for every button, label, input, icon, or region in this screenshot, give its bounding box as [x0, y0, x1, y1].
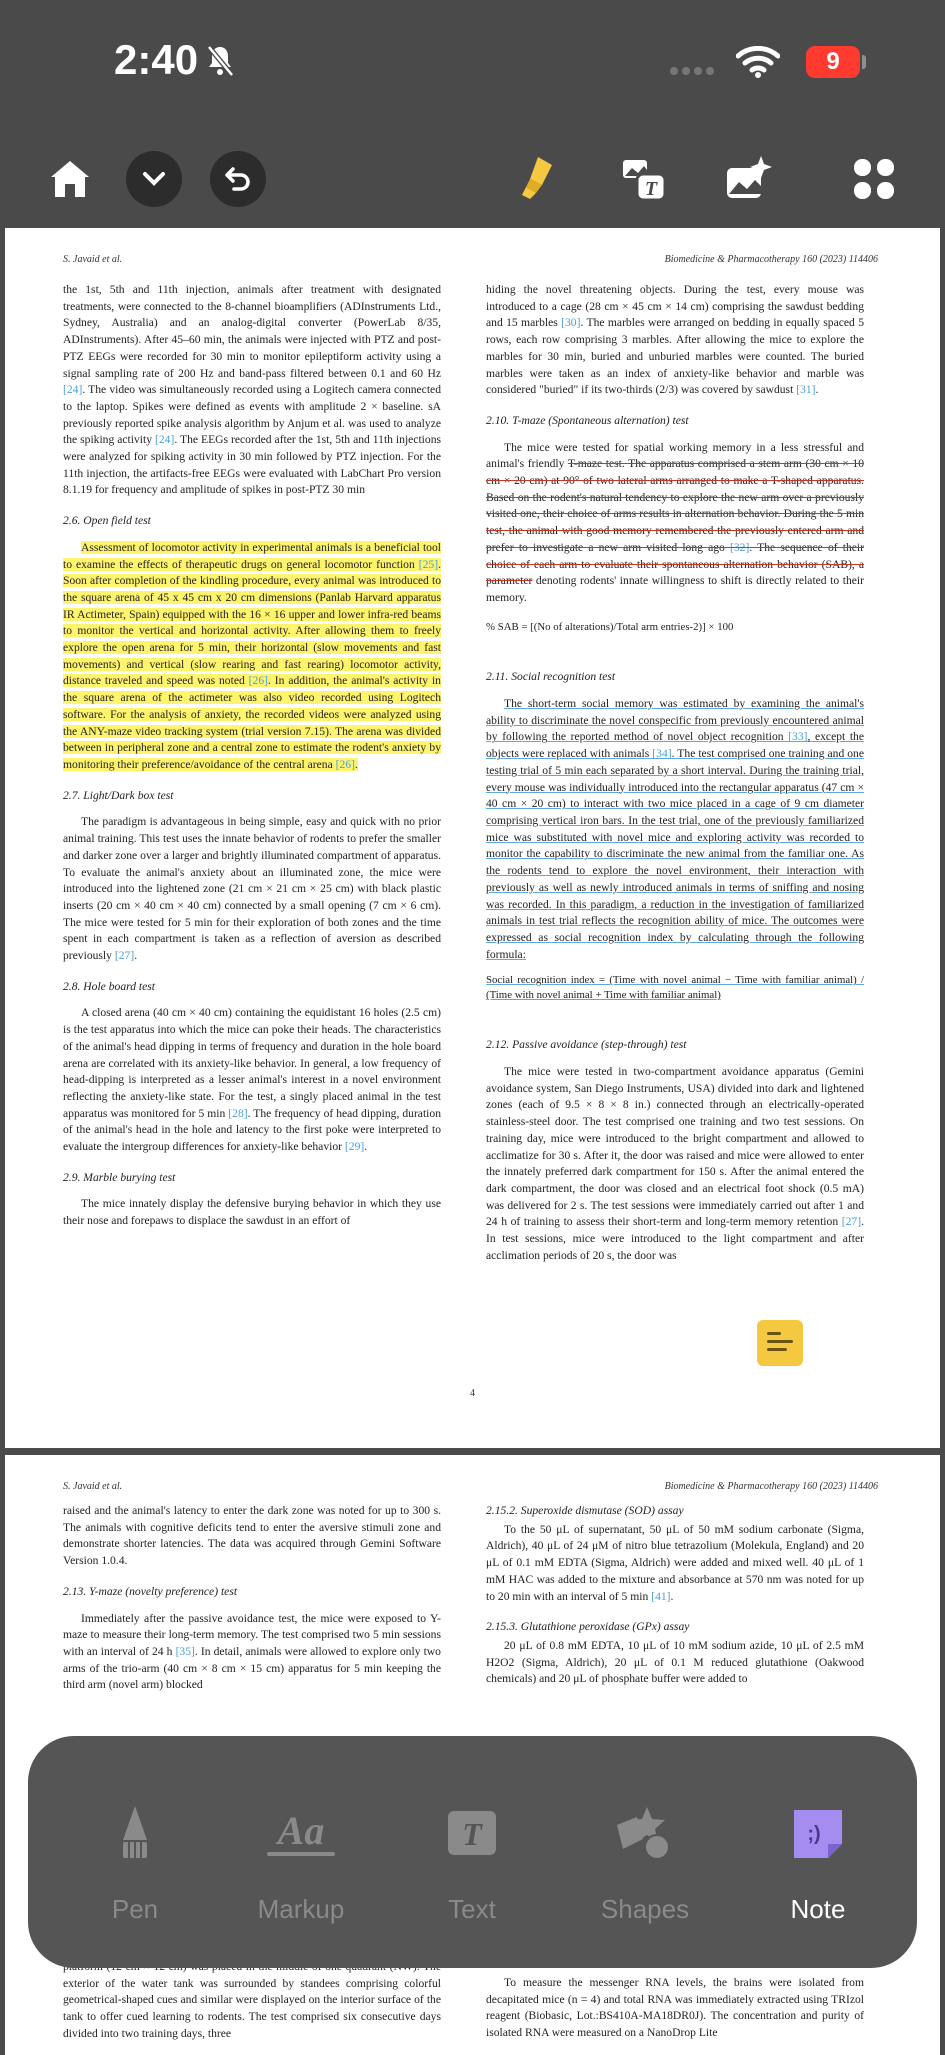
image-sparkle-icon[interactable]: [718, 149, 778, 209]
note-icon: [738, 1798, 898, 1868]
text-tool[interactable]: T Text: [392, 1736, 552, 1968]
paragraph-open-field-highlighted[interactable]: Assessment of locomotor activity in experimental animals is a beneficial tool to examine the effects of therapeutic drugs on general locomotor function [25]. Soon after completion of the kindling procedure, every animal was introduced to the square arena of 45 x 45 cm x 20 cm dimensions (Panlab Harvard apparatus IR Actimeter, Spain) equipped with the 16 × 16 upper and lower infra-red beams to monitor the vertical and horizontal activity. After allowing them to freely explore the open arena for 5 min, their horizontal (slow movements and fast movements) and vertical (slow rearing and fast rearing) locomotor activity, distance traveled and speed was noted [26]. In addition, the animal's activity in the square arena of the actimeter was also video recorded using Logitech software. For the analysis of anxiety, the recorded videos were analyzed using the ANY-maze video tracking system (trial version 7.15). The arena was divided between in peripheral zone and a central zone to estimate the rodent's anxiety by monitoring their preference/avoidance of the central arena [26].: [63, 540, 441, 771]
paragraph-hole-board: A closed arena (40 cm × 40 cm) containing the equidistant 16 holes (2.5 cm) is the test apparatus into which the mice can poke their heads. The characteristics of the animal's head dipping in terms of frequency and duration in the hole board arena are correlated with its anxiety-like behavior. In general, a low frequency of head-dipping is interpreted as a lesser animal's interest in a novel environment reflecting the anxiety-like state. For the test, a singly placed animal in the test apparatus was monitored for 5 min [28]. The frequency of head dipping, duration of the animal's head in the hole and latency to the first poke were interpreted to evaluate the intergroup differences for anxiety-like behavior [29].: [63, 1006, 441, 1154]
left-column-bottom: [63, 1959, 441, 2043]
svg-text:T: T: [462, 1816, 482, 1852]
running-header-author: S. Javaid et al.: [63, 254, 123, 265]
status-time: 2:40: [114, 36, 199, 83]
svg-text:;): ;): [807, 1823, 821, 1845]
heading-light-dark: 2.7. Light/Dark box test: [63, 788, 174, 802]
paragraph-t-maze[interactable]: The mice were tested for spatial working memory in a less stressful and animal's friendly T-maze test. The apparatus comprised a stem arm (30 cm × 10 cm × 20 cm) at 90° of two lateral arms arranged to make a T-shaped apparatus. Based on the rodent's natural tendency to explore the new arm over a previously visited one, their choice of arms results in alternation behavior. During the 5 min test, the animal with good memory remembered the previously entered arm and prefer to investigate a new arm visited long ago [32]. The sequence of their choice of each arm to evaluate their spontaneous alternation behavior (SAB), a parameter denoting rodents' innate willingness to shift is directly related to their memory.: [486, 440, 864, 604]
formula-social-recognition: Social recognition index = (Time with novel animal − Time with familiar animal) / (Time with novel animal + Time with familiar animal): [486, 974, 864, 1002]
shapes-tool[interactable]: Shapes: [565, 1736, 725, 1968]
heading-gpx-assay: 2.15.3. Glutathione peroxidase (GPx) assay: [486, 1620, 690, 1634]
heading-y-maze: 2.13. Y-maze (novelty preference) test: [63, 1584, 238, 1598]
right-column: [486, 1503, 864, 1688]
running-header-journal: Biomedicine & Pharmacotherapy 160 (2023) 114406: [664, 254, 878, 265]
paragraph-sod-assay: To the 50 μL of supernatant, 50 μL of 50 mM sodium carbonate (Sigma, Aldrich), 40 μL of 24 μM of nitro blue tetrazolium (Molekula, England) and 20 μL of 0.1 mM EDTA (Sigma, Aldrich) were added and mixed well. 40 μL of 1 mM HAC was added to the mixture and absorbance at 570 nm was noted for up to 20 min with an interval of 5 min [41].: [486, 1522, 864, 1603]
heading-sod-assay: 2.15.2. Superoxide dismutase (SOD) assay: [486, 1504, 684, 1517]
markup-tool[interactable]: Aa Markup: [221, 1736, 381, 1968]
paragraph-gpx-assay: 20 μL of 0.8 mM EDTA, 10 μL of 10 mM sodium azide, 10 μL of 2.5 mM H2O2 (Sigma, Aldrich), 20 μL of 0.1 M reduced glutathione (Oakwood chemicals) and 20 μL of phosphate buffer were added to: [486, 1638, 864, 1686]
heading-open-field: 2.6. Open field test: [63, 514, 151, 528]
home-icon[interactable]: [40, 149, 100, 209]
text-scan-icon[interactable]: [614, 149, 674, 209]
battery-indicator: 9: [806, 46, 860, 78]
svg-text:Aa: Aa: [277, 1808, 325, 1853]
signal-dots-icon: [668, 64, 716, 82]
status-bar: [0, 0, 945, 128]
paragraph-y-maze: Immediately after the passive avoidance test, the mice were exposed to Y-maze to measure their long-term memory. The test comprised two 5 min sessions with an interval of 24 h [35]. In detail, animals were allowed to explore only two arms of the trio-arm (40 cm × 8 cm × 15 cm) apparatus for 5 min keeping the third arm (novel arm) blocked: [63, 1611, 441, 1692]
undo-icon[interactable]: [210, 151, 266, 207]
heading-marble-burying: 2.9. Marble burying test: [63, 1170, 176, 1184]
paragraph-social-recognition-underlined[interactable]: The short-term social memory was estimated by examining the animal's ability to discriminate the novel conspecific from previously encountered animal by following the reported method of novel object recognition [33], except the objects were replaced with animals [34]. The test comprised one training and one testing trial of 5 min each separated by a short interval. During the training trial, every mouse was individually introduced into the rectangular apparatus (47 cm × 40 cm × 20 cm) to interact with two mice placed in a cage of 9 cm diameter comprising vertical iron bars. In the test trial, one of the previously familiarized mice was substituted with novel mice and exploring activity was recorded to monitor the capability to discriminate the new animal from the familiar one. As the rodents tend to explore the novel environment, their interaction with previously as well as newly introduced animals in terms of sniffing and nosing was recorded. In this paradigm, a reduction in the investigation of familiarized animals in test trial reflects the recognition ability of mice. The outcomes were expressed as social recognition index by calculating through the following formula:: [486, 697, 864, 961]
svg-text:T: T: [644, 178, 658, 200]
paragraph-marble-cont: hiding the novel threatening objects. During the test, every mouse was introduced to a cage (28 cm × 45 cm × 14 cm) comprising the sawdust bedding and 15 marbles [30]. The marbles were arranged on bedding in equally spaced 5 rows, each row comprising 3 marbles. After allowing the mice to explore the marbles for 30 min, buried and unburied marbles were counted. The buried marbles were taken as an index of anxiety-like behavior and marble was considered "buried" if its two-thirds (2/3) was covered by sawdust [31].: [486, 283, 864, 397]
paragraph-passive-cont: raised and the animal's latency to enter the dark zone was noted for up to 300 s. The animals with cognitive deficits tend to enter the aversive stimuli zone and demonstrate shorter latencies. The data was acquired through Gemini Software Version 1.0.4.: [63, 1504, 441, 1568]
pen-tool[interactable]: Pen: [55, 1736, 215, 1968]
text-box-icon: [392, 1798, 552, 1868]
paragraph-marble-burying: The mice innately display the defensive burying behavior in which they use their nose and forepaws to displace the sawdust in an effort of: [63, 1197, 441, 1228]
paragraph-light-dark: The paradigm is advantageous in being simple, easy and quick with no prior animal training. This test uses the innate behavior of rodents to prefer the smaller and darker zone over a larger and brightly illuminated compartment of apparatus. To evaluate the animal's anxiety about an illuminated zone, the mice were introduced into the lightened zone (21 cm × 21 cm × 25 cm) with black plastic inserts (20 cm × 40 cm × 40 cm) connected by a small opening (7 cm × 6 cm). The mice were tested for 5 min for their exploration of both zones and the time spent in each compartment is taken as a reflection of aversion as described previously [27].: [63, 815, 441, 963]
formula-sab: % SAB = [(No of alterations)/Total arm entries-2)] × 100: [486, 620, 734, 633]
heading-t-maze: 2.10. T-maze (Spontaneous alternation) test: [486, 413, 689, 427]
heading-hole-board: 2.8. Hole board test: [63, 979, 155, 993]
paragraph-eeg: the 1st, 5th and 11th injection, animals after treatment with designated treatments, were connected to the 8-channel bioamplifiers (ADInstruments Ltd., Sydney, Australia) and an analog-digital converter (PowerLab 8/35, ADInstruments). After 45–60 min, the animals were injected with PTZ and post-PTZ EEGs were recorded for 30 min to monitor epileptiform activity using a signal sampling rate of 200 Hz and band-pass filtered between 0.1 and 60 Hz [24]. The video was simultaneously recorded using a Logitech camera connected to the laptop. Spikes were defined as events with amplitude 2 × baseline. sA previously reported spike analysis algorithm by Anjum et al. was used to analyze the spiking activity [24]. The EEGs recorded after the 1st, 5th and 11th injections were analyzed for spiking activity in 30 min followed by PTZ injection. For the 11th injection, the artifacts-free EEGs were evaluated with LabChart Pro version 8.1.19 for frequency and amplitude of spikes in post-PTZ 30 min: [63, 283, 442, 497]
pdf-toolbar: [0, 128, 945, 228]
apps-grid-icon[interactable]: [844, 149, 904, 209]
sticky-note-icon[interactable]: [757, 1320, 803, 1366]
running-header-author: S. Javaid et al.: [63, 1481, 123, 1492]
pdf-page-4[interactable]: [5, 228, 940, 1448]
shapes-icon: [565, 1798, 725, 1868]
markup-aa-icon: [221, 1798, 381, 1868]
page-number: 4: [470, 1388, 475, 1399]
pen-icon: [55, 1798, 215, 1868]
left-column: [63, 282, 441, 1230]
right-column-bottom: [486, 1975, 864, 2042]
paragraph-mrna: To measure the messenger RNA levels, the brains were isolated from decapitated mice (n = 4) and total RNA was immediately extracted using TRIzol reagent (Biobasic, Lot.:BS410A-MA18DR0J). The concentration and purity of isolated RNA were measured on a NanoDrop Lite: [486, 1976, 864, 2040]
wifi-icon: [736, 46, 780, 83]
paragraph-passive-avoidance: The mice were tested in two-compartment avoidance apparatus (Gemini avoidance system, San Diego Instruments, USA) divided into dark and lightened zones (each of 9.5 × 8 × 8 in.) connected through an electrically-operated stainless-steel door. The test comprised one training and two test sessions. On training day, mice were introduced to the bright compartment and allowed to acclimatize for 30 s. After it, the door was raised and mice were allowed to enter the innately preferred dark compartment for 150 s. After the animal entered the dark compartment, the door was closed and an electrical foot shock (0.5 mA) was delivered for 2 s. The test sessions were immediately carried out after 1 and 24 h of training to assess their short-term and long-term memory retention [27]. In test sessions, mice were introduced to the light compartment and after acclimation periods of 20 s, the door was: [486, 1065, 864, 1262]
strikethrough-annotation[interactable]: T-maze test. The apparatus comprised a stem arm (30 cm × 10 cm × 20 cm) at 90° of two lateral arms arranged to make a T-shaped apparatus. Based on the rodent's natural tendency to explore the new arm over a previously visited one, their choice of arms results in alternation behavior. During the 5 min test, the animal with good memory remembered the previously entered arm and prefer to investigate a new arm visited long ago [32]. The sequence of their choice of each arm to evaluate their spontaneous alternation behavior (SAB), a parameter: [486, 457, 864, 588]
chevron-down-icon[interactable]: [126, 151, 182, 207]
left-column: [63, 1503, 441, 1694]
right-column: [486, 282, 864, 1264]
note-tool[interactable]: ;) Note: [738, 1736, 898, 1968]
running-header-journal: Biomedicine & Pharmacotherapy 160 (2023) 114406: [664, 1481, 878, 1492]
battery-cap: [862, 55, 866, 69]
heading-passive-avoidance: 2.12. Passive avoidance (step-through) test: [486, 1038, 687, 1052]
heading-social-recognition: 2.11. Social recognition test: [486, 670, 616, 684]
highlighter-icon[interactable]: [508, 149, 568, 209]
paragraph-water-maze: exterior of the water tank was surrounded by standees comprising colorful geometrical-shaped cues and similar were displayed on the interior surface of the tank to offer cued learning to rodents. The test comprised six consecutive days divided into two training days, three: [63, 1976, 441, 2040]
annotation-tool-bar: [28, 1736, 917, 1968]
bell-muted-icon: [205, 44, 235, 83]
